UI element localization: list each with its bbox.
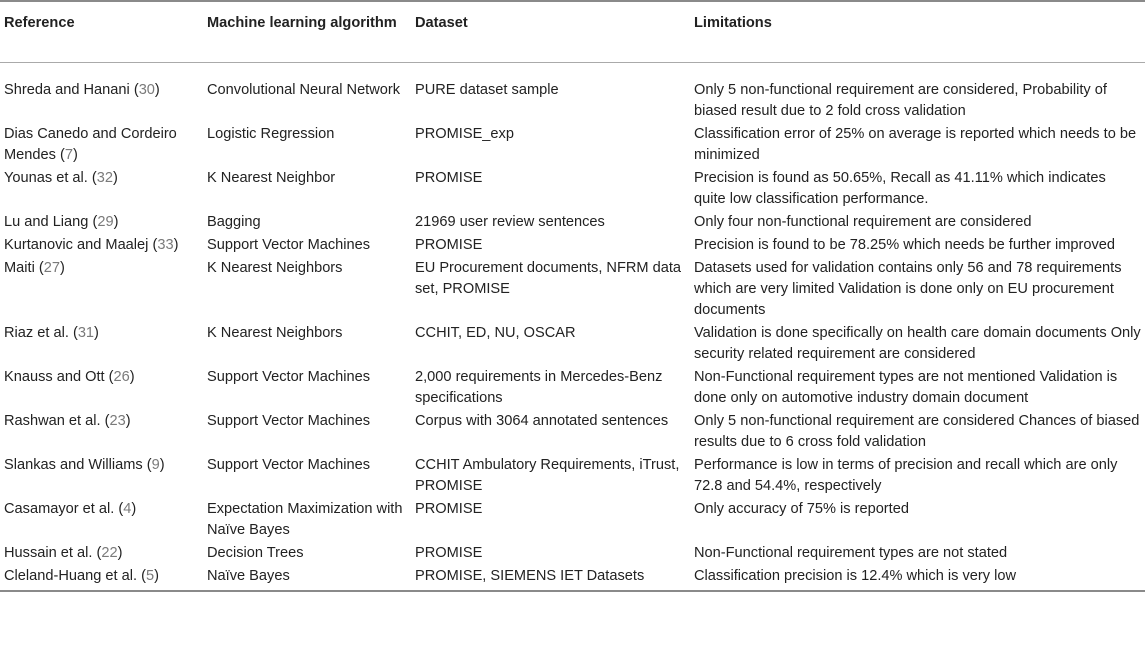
citation-link[interactable]: 4 (123, 500, 132, 517)
reference-name: Dias Canedo and Cordeiro Mendes ( (4, 125, 177, 163)
reference-close: ) (129, 368, 135, 385)
dataset-cell: 2,000 requirements in Mercedes-Benz specifications (415, 368, 663, 406)
citation-link[interactable]: 30 (138, 81, 155, 98)
reference-close: ) (59, 259, 65, 276)
algorithm-cell: K Nearest Neighbors (207, 259, 343, 276)
table-row (0, 122, 1145, 166)
reference-name: Maiti ( (4, 259, 44, 276)
reference-close: ) (159, 456, 165, 473)
table-row (0, 210, 1145, 233)
citation-link[interactable]: 29 (97, 213, 114, 230)
reference-close: ) (113, 169, 118, 186)
algorithm-cell: Naïve Bayes (203, 564, 411, 591)
reference-name: Knauss and Ott ( (4, 368, 114, 385)
dataset-cell: CCHIT Ambulatory Requirements, iTrust, PROMISE (415, 456, 680, 494)
algorithm-cell: Decision Trees (207, 544, 304, 561)
algorithm-cell: Support Vector Machines (207, 456, 371, 473)
limitations-cell: Non-Functional requirement types are not stated (694, 544, 1008, 561)
reference-close: ) (154, 81, 160, 98)
table-row (0, 497, 1145, 541)
reference-cell (0, 409, 203, 453)
reference-name: Rashwan et al. ( (4, 412, 110, 429)
limitations-cell: Performance is low in terms of precision and recall which are only 72.8 and 54.4%, respectively (694, 456, 1118, 494)
reference-cell (0, 166, 203, 210)
header-dataset: Dataset (411, 1, 690, 62)
reference-cell (0, 256, 203, 321)
algorithm-cell: Support Vector Machines (207, 368, 371, 385)
table-row (0, 233, 1145, 256)
reference-cell (0, 564, 203, 591)
limitations-cell: Only four non-functional requirement are considered (694, 213, 1032, 230)
reference-close: ) (72, 146, 78, 163)
dataset-cell: PROMISE (415, 500, 483, 517)
reference-cell (0, 365, 203, 409)
table-row (0, 166, 1145, 210)
limitations-cell: Only 5 non-functional requirement are considered Chances of biased results due to 6 cross fold validation (694, 412, 1140, 450)
header-limitations: Limitations (690, 1, 1145, 62)
reference-name: Riaz et al. ( (4, 324, 78, 341)
limitations-cell: Non-Functional requirement types are not mentioned Validation is done only on automotive industry domain document (694, 368, 1118, 406)
limitations-cell: Only 5 non-functional requirement are considered, Probability of biased result due to 2 fold cross validation (694, 81, 1107, 119)
reference-name: Younas et al. ( (4, 169, 97, 186)
dataset-cell: PROMISE (415, 236, 483, 253)
dataset-cell: 21969 user review sentences (415, 213, 605, 230)
table-row (0, 453, 1145, 497)
algorithm-cell: Expectation Maximization with Naïve Bayes (207, 500, 403, 538)
reference-name: Casamayor et al. ( (4, 500, 124, 517)
table-row (0, 365, 1145, 409)
reference-close: ) (113, 213, 119, 230)
dataset-cell: PROMISE_exp (415, 125, 514, 142)
reference-cell (0, 122, 203, 166)
header-algorithm: Machine learning algorithm (203, 1, 411, 62)
limitations-cell: Validation is done specifically on health care domain documents Only security related requirement are considered (694, 324, 1141, 362)
citation-link[interactable]: 5 (145, 567, 155, 584)
limitations-cell: Classification precision is 12.4% which is very low (690, 564, 1145, 591)
table-body (0, 62, 1145, 591)
reference-name: Slankas and Williams ( (4, 456, 152, 473)
citation-link[interactable]: 9 (151, 456, 160, 473)
dataset-cell: PROMISE (415, 169, 483, 186)
table-row (0, 541, 1145, 564)
reference-name: Shreda and Hanani ( (4, 81, 139, 98)
table-row (0, 256, 1145, 321)
limitations-cell: Only accuracy of 75% is reported (694, 500, 909, 517)
reference-name: Kurtanovic and Maalej ( (4, 236, 158, 253)
reference-close: ) (117, 544, 123, 561)
dataset-cell: PROMISE, SIEMENS IET Datasets (411, 564, 690, 591)
limitations-cell: Datasets used for validation contains only 56 and 78 requirements which are very limited Validation is done only on EU procurement documents (694, 259, 1122, 318)
citation-link[interactable]: 27 (43, 259, 60, 276)
dataset-cell: PURE dataset sample (415, 81, 559, 98)
table-row (0, 321, 1145, 365)
table-row (0, 564, 1145, 591)
citation-link[interactable]: 33 (157, 236, 174, 253)
algorithm-cell: Support Vector Machines (207, 236, 371, 253)
algorithm-cell: Support Vector Machines (207, 412, 371, 429)
reference-close: ) (125, 412, 131, 429)
limitations-cell: Classification error of 25% on average is reported which needs to be minimized (694, 125, 1137, 163)
dataset-cell: CCHIT, ED, NU, OSCAR (415, 324, 576, 341)
citation-link[interactable]: 31 (77, 324, 95, 341)
reference-name: Cleland-Huang et al. ( (4, 567, 146, 584)
reference-close: ) (173, 236, 179, 253)
reference-cell (0, 62, 203, 122)
reference-close: ) (154, 567, 159, 584)
citation-link[interactable]: 23 (109, 412, 126, 429)
algorithm-cell: Logistic Regression (207, 125, 335, 142)
table-row (0, 409, 1145, 453)
citation-link[interactable]: 32 (96, 169, 113, 186)
reference-cell (0, 321, 203, 365)
header-row (0, 1, 1145, 62)
dataset-cell: EU Procurement documents, NFRM data set, PROMISE (415, 259, 682, 297)
reference-cell (0, 210, 203, 233)
algorithm-cell: K Nearest Neighbors (207, 324, 343, 341)
reference-cell (0, 453, 203, 497)
citation-link[interactable]: 7 (64, 146, 73, 163)
dataset-cell: Corpus with 3064 annotated sentences (415, 412, 669, 429)
reference-cell (0, 497, 203, 541)
algorithm-cell: Convolutional Neural Network (207, 81, 401, 98)
limitations-cell: Precision is found to be 78.25% which needs be further improved (694, 236, 1116, 253)
dataset-cell: PROMISE (415, 544, 483, 561)
table-header (0, 1, 1145, 62)
algorithm-cell: K Nearest Neighbor (207, 169, 336, 186)
reference-name: Lu and Liang ( (4, 213, 98, 230)
citation-link[interactable]: 26 (113, 368, 130, 385)
reference-cell (0, 541, 203, 564)
reference-name: Hussain et al. ( (4, 544, 102, 561)
algorithm-cell: Bagging (207, 213, 261, 230)
reference-close: ) (131, 500, 137, 517)
reference-cell (0, 233, 203, 256)
reference-close: ) (94, 324, 99, 341)
citation-link[interactable]: 22 (101, 544, 118, 561)
table-row (0, 62, 1145, 122)
header-reference: Reference (0, 1, 203, 62)
limitations-cell: Precision is found as 50.65%, Recall as 41.11% which indicates quite low classification performance. (694, 169, 1106, 207)
